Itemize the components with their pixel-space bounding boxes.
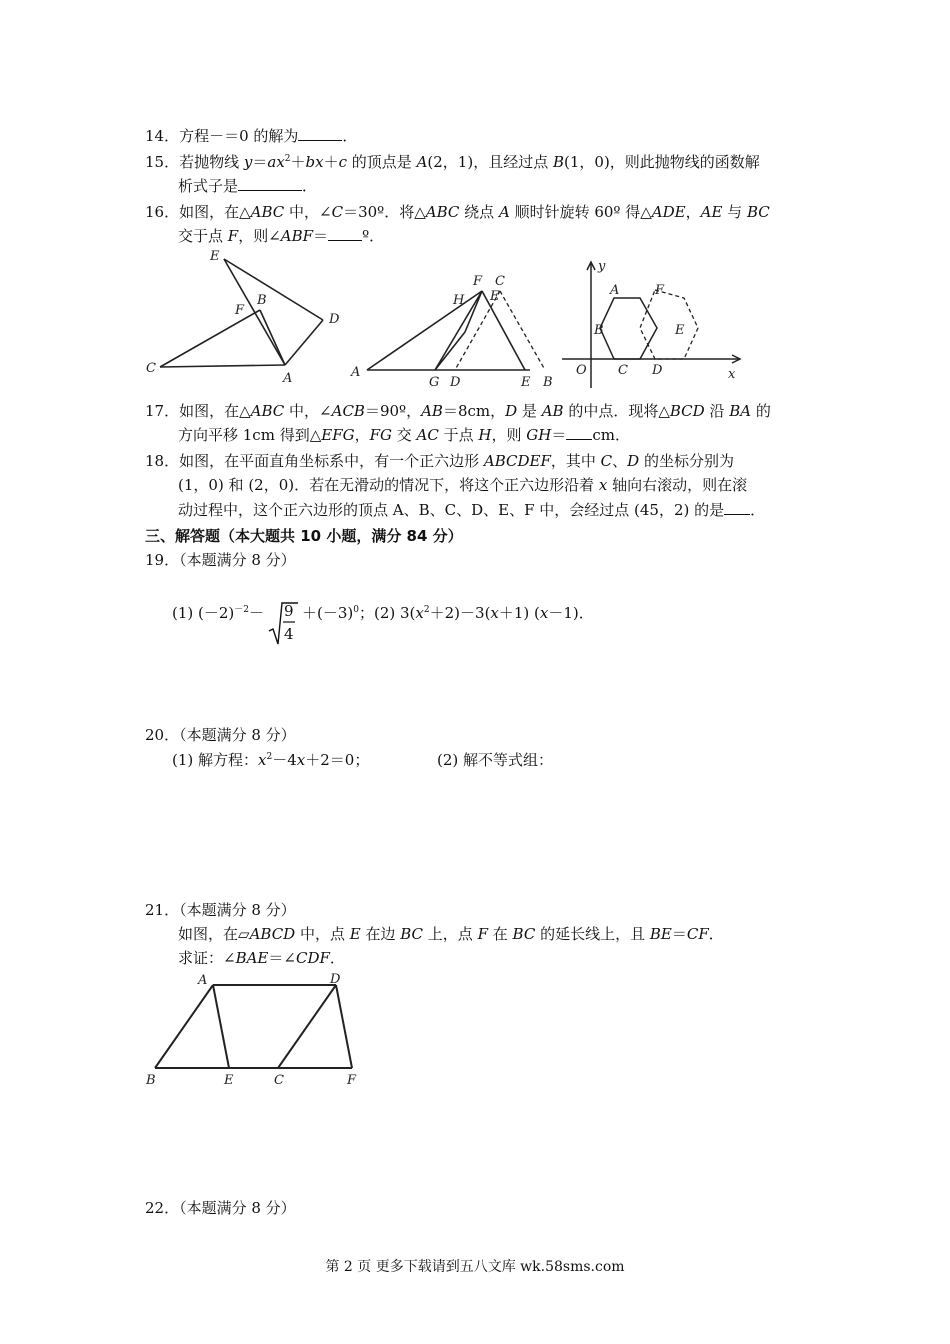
label-B: B — [146, 1073, 156, 1088]
text: ＝ — [252, 153, 268, 171]
label-A: A — [198, 973, 208, 988]
question-number: 20． — [145, 726, 180, 744]
question-18-line3 — [178, 500, 765, 520]
exponent: 0 — [353, 605, 359, 615]
var: A — [416, 153, 428, 171]
var: D — [627, 452, 640, 470]
var: E — [349, 925, 361, 943]
var: ABCDEF — [483, 452, 551, 470]
text: (1) (－2) — [172, 604, 235, 622]
var: x — [539, 604, 549, 622]
question-21 — [145, 900, 296, 920]
text: ＋ — [290, 153, 306, 171]
text: (1，0)，则此抛物线的函数解 — [564, 153, 760, 171]
answer-blank[interactable] — [724, 500, 750, 515]
label-x: x — [728, 367, 736, 382]
sqrt-fraction — [268, 601, 298, 645]
text: －1)． — [548, 604, 594, 622]
text: ＋ — [323, 153, 339, 171]
punct: ． — [750, 501, 766, 519]
fraction-denominator: 4 — [284, 625, 294, 643]
text: ＝ — [551, 426, 567, 444]
text: ＝ — [313, 227, 329, 245]
text: 动过程中，这个正六边形的顶点 A、B、C、D、E、F 中，会经过点 (45，2) 的是 — [178, 501, 725, 519]
text: ． — [708, 925, 724, 943]
answer-blank[interactable] — [328, 226, 362, 241]
text: 顺时针旋转 60º 得△ — [509, 203, 652, 221]
var: x — [598, 476, 608, 494]
text: 在边 — [360, 925, 401, 943]
question-22 — [145, 1198, 296, 1218]
text: 析式子是 — [178, 177, 239, 195]
label-O: O — [576, 363, 587, 378]
var: ABCD — [249, 925, 296, 943]
figure-17 — [345, 270, 560, 388]
var: D — [505, 402, 518, 420]
label-D: D — [330, 972, 341, 987]
question-number: 18． — [145, 452, 180, 470]
label-D: D — [652, 363, 663, 378]
text: 的顶点是 — [347, 153, 417, 171]
var: B — [552, 153, 564, 171]
text: －4 — [272, 751, 297, 769]
figure-18 — [560, 258, 750, 390]
var: x — [258, 751, 267, 769]
question-number: 15． — [145, 153, 180, 171]
label-B: B — [543, 375, 553, 388]
var: ADE — [651, 203, 686, 221]
question-number: 17． — [145, 402, 180, 420]
text: ＝ — [671, 925, 687, 943]
text: 若抛物线 — [179, 153, 244, 171]
label-A: A — [283, 371, 293, 386]
text: ＋2)－3( — [429, 604, 491, 622]
label-A: A — [610, 283, 620, 298]
question-points: （本题满分 8 分） — [179, 551, 296, 569]
var: FG — [369, 426, 392, 444]
label-C: C — [274, 1073, 284, 1088]
var: BC — [400, 925, 424, 943]
text: ＝90º， — [364, 402, 422, 420]
label-F: F — [655, 283, 665, 298]
var: BC — [746, 203, 770, 221]
text: 是 — [517, 402, 542, 420]
parallelogram-icon: ▱ — [238, 925, 250, 943]
label-E: E — [521, 375, 531, 388]
label-C: C — [146, 361, 156, 376]
text: 交 — [392, 426, 417, 444]
label-D: D — [450, 375, 461, 388]
question-text: 方程－＝0 的解为 — [179, 127, 299, 145]
var: x — [415, 604, 424, 622]
text: (1，0) 和 (2，0)．若在无滑动的情况下，将这个正六边形沿着 — [178, 476, 599, 494]
text: ＝30º．将△ — [343, 203, 426, 221]
label-B: B — [594, 323, 604, 338]
punct: ． — [342, 127, 358, 145]
var: x — [490, 604, 499, 622]
var: ABF — [280, 227, 314, 245]
question-16 — [145, 202, 770, 222]
text: 的中点．现将△ — [563, 402, 670, 420]
text: ＋(－3) — [302, 604, 354, 622]
var: c — [338, 153, 348, 171]
label-E: E — [675, 323, 685, 338]
label-F: F — [347, 1073, 357, 1088]
question-18 — [145, 451, 734, 471]
question-15-line2 — [178, 176, 317, 196]
text: 如图，在平面直角坐标系中，有一个正六边形 — [179, 452, 484, 470]
var: BE — [649, 925, 672, 943]
text: ，则 — [491, 426, 527, 444]
question-21-line1 — [178, 924, 724, 944]
question-15 — [145, 152, 760, 172]
question-number: 19． — [145, 551, 180, 569]
label-y: y — [598, 259, 606, 274]
question-points: （本题满分 8 分） — [179, 901, 296, 919]
var: AE — [700, 203, 723, 221]
question-20-part1 — [172, 750, 369, 770]
text: 的坐标分别为 — [639, 452, 734, 470]
text: 沿 — [704, 402, 730, 420]
text: 在 — [488, 925, 513, 943]
question-17-line2 — [178, 425, 630, 445]
text: 如图，在△ — [179, 203, 251, 221]
question-18-line2 — [178, 475, 747, 495]
label-A: A — [351, 365, 361, 380]
var: BA — [729, 402, 752, 420]
var: BAE — [235, 949, 269, 967]
punct: º． — [362, 227, 385, 245]
var: BCD — [669, 402, 705, 420]
question-16-line2 — [178, 226, 384, 246]
label-E-small: E — [490, 289, 500, 304]
answer-blank[interactable] — [298, 126, 342, 141]
label-E: E — [210, 249, 220, 264]
label-D: D — [329, 312, 340, 327]
fraction-numerator: 9 — [284, 602, 294, 620]
page-footer: 第 2 页 更多下载请到五八文库 wk.58sms.com — [325, 1259, 625, 1275]
var: C — [600, 452, 613, 470]
figure-21 — [140, 970, 365, 1092]
label-G: G — [429, 375, 440, 388]
var: ABC — [425, 203, 460, 221]
exponent: －2 — [234, 605, 249, 615]
question-number: 16． — [145, 203, 180, 221]
text: 方向平移 1cm 得到△ — [178, 426, 322, 444]
text: 如图，在 — [178, 925, 239, 943]
text: ＋2＝0； — [305, 751, 370, 769]
text: (2，1)，且经过点 — [427, 153, 553, 171]
var: F — [227, 227, 239, 245]
answer-blank[interactable] — [566, 425, 592, 440]
question-points: （本题满分 8 分） — [179, 1199, 296, 1217]
question-21-line2 — [178, 948, 345, 968]
var: y — [243, 153, 253, 171]
text: 的 — [751, 402, 771, 420]
var: AC — [416, 426, 439, 444]
text: ；(2) 3( — [359, 604, 416, 622]
text: 绕点 — [459, 203, 499, 221]
question-number: 22． — [145, 1199, 180, 1217]
question-19 — [145, 550, 296, 570]
var: AB — [421, 402, 443, 420]
question-14 — [145, 126, 357, 146]
text: 中，∠ — [284, 203, 332, 221]
text: ， — [685, 203, 701, 221]
label-B: B — [257, 293, 267, 308]
text: 于点 — [438, 426, 479, 444]
var: GH — [526, 426, 552, 444]
var: EFG — [321, 426, 355, 444]
text: (1) 解方程： — [172, 751, 259, 769]
var: x — [296, 751, 306, 769]
var: ACB — [331, 402, 365, 420]
punct: ． — [302, 177, 318, 195]
question-19-expressions — [172, 592, 594, 643]
text: ，则∠ — [238, 227, 281, 245]
text: 上，点 — [423, 925, 478, 943]
text: 交于点 — [178, 227, 228, 245]
var: CDF — [295, 949, 330, 967]
text: － — [249, 604, 265, 622]
var: ABC — [250, 402, 285, 420]
var: CF — [686, 925, 709, 943]
question-17 — [145, 401, 771, 421]
punct: cm． — [592, 426, 630, 444]
figure-16 — [140, 248, 355, 388]
question-20 — [145, 725, 296, 745]
label-F: F — [473, 274, 483, 289]
var: A — [498, 203, 510, 221]
label-C: C — [618, 363, 628, 378]
text: ． — [329, 949, 345, 967]
answer-blank[interactable] — [238, 176, 302, 191]
text: 如图，在△ — [179, 402, 251, 420]
exponent: 2 — [423, 605, 430, 615]
question-number: 21． — [145, 901, 180, 919]
var: bx — [305, 153, 324, 171]
label-C: C — [495, 274, 505, 289]
label-H: H — [453, 293, 465, 308]
label-F: F — [235, 303, 245, 318]
text: ＝8cm， — [442, 402, 506, 420]
exponent: 2 — [284, 154, 291, 164]
var: ax — [267, 153, 285, 171]
text: 中，点 — [295, 925, 350, 943]
text: ＝∠ — [268, 949, 296, 967]
question-number: 14． — [145, 127, 180, 145]
question-points: （本题满分 8 分） — [179, 726, 296, 744]
var: AB — [541, 402, 564, 420]
var: F — [477, 925, 488, 943]
text: 中，∠ — [284, 402, 332, 420]
var: BC — [512, 925, 536, 943]
var: H — [478, 426, 492, 444]
text: ， — [354, 426, 370, 444]
label-E: E — [224, 1073, 234, 1088]
text: ＋1) ( — [498, 604, 540, 622]
text: 求证：∠ — [178, 949, 236, 967]
text: 轴向右滚动，则在滚 — [607, 476, 748, 494]
var: C — [331, 203, 344, 221]
question-20-part2: (2) 解不等式组： — [437, 751, 554, 769]
text: 、 — [612, 452, 628, 470]
exponent: 2 — [266, 752, 273, 762]
section-heading: 三、解答题（本大题共 10 小题，满分 84 分） — [145, 527, 463, 545]
text: 的延长线上，且 — [535, 925, 650, 943]
text: 与 — [722, 203, 747, 221]
var: ABC — [250, 203, 285, 221]
text: ，其中 — [550, 452, 601, 470]
